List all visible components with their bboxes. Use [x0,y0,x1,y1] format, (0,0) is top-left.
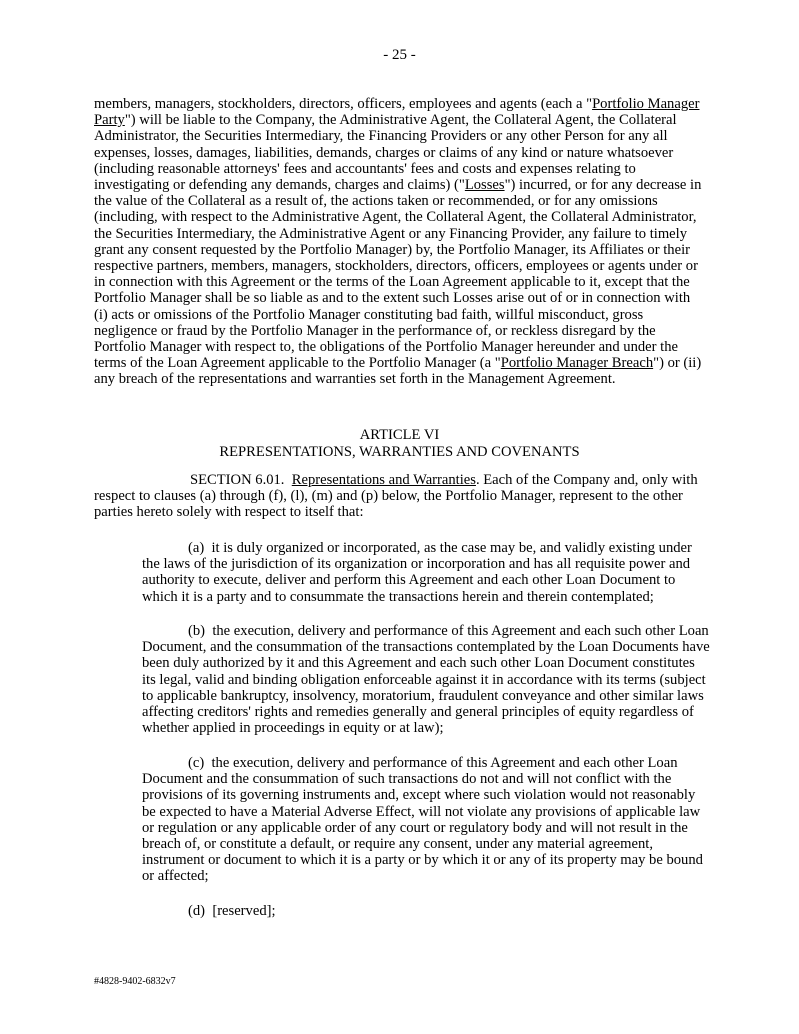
defined-term-portfolio-manager-party: Portfolio Manager Party [94,96,700,129]
para1-text-2: ") will be liable to the Company, the Administrative Agent, the Collateral Agent, the Collateral Administrator, the Securities Intermediary, the Financing Providers or any other Person for any all expenses, losses, damages, liabilities, demands, charges or claims of any kind or nature whatsoever (including reasonable attorneys' fees and accountants' fees and costs and expenses relating to investigating or defending any demands, charges and claims) (" [94,112,677,194]
document-id-footer: #4828-9402-6832v7 [94,976,176,987]
clause-c [142,755,710,885]
clause-c-text: the execution, delivery and performance of this Agreement and each other Loan Document and the consummation of such transactions do not and will not conflict with the provisions of its governing instruments and, except where such violation would not reasonably be expected to have a Material Adverse Effect, will not violate any provisions of applicable law or regulation or any applicable order of any court or regulatory body and will not result in the breach of, or constitute a default, or require any consent, under any material agreement, instrument or document to which it is a party or by which it or any of its property may be bound or affected; [142,755,703,885]
clause-b-label: (b) [188,623,206,639]
clause-d [188,903,276,919]
section-heading: Representations and Warranties [291,472,476,488]
article-subtitle: REPRESENTATIONS, WARRANTIES AND COVENANTS [219,444,580,460]
clause-d-text: [reserved]; [212,903,276,919]
clause-b [142,623,710,736]
defined-term-losses: Losses [464,177,505,194]
defined-term-portfolio-manager-breach: Portfolio Manager Breach [500,355,654,372]
paragraph-indemnification [94,96,706,388]
clause-a-text: it is duly organized or incorporated, as the case may be, and validly existing under the laws of the jurisdiction of its organization or incorporation and has all requisite power and authority to execute, deliver and perform this Agreement and each other Loan Document to which it is a party and to consummate the transactions herein and therein contemplated; [142,540,692,605]
section-number: SECTION 6.01. [190,472,285,488]
clause-d-label: (d) [188,903,206,919]
para1-text-4: ") or (ii) any breach of the representations and warranties set forth in the Management Agreement. [94,355,702,388]
clause-a [142,540,710,605]
section-6-01 [94,472,706,521]
clause-c-label: (c) [188,755,205,771]
para1-text-1: members, managers, stockholders, directors, officers, employees and agents (each a " [94,96,593,112]
para1-text-3: ") incurred, or for any decrease in the value of the Collateral as a result of, the actions taken or recommended, or for any omissions (including, with respect to the Administrative Agent, the Collateral Agent, the Collateral Administrator, the Securities Intermediary, the Administrative Agent or any Financing Provider, any failure to timely grant any consent requested by the Portfolio Manager) by, the Portfolio Manager, its Affiliates or their respective partners, members, managers, stockholders, directors, officers, employees or agents under or in connection with this Agreement or the terms of the Loan Agreement applicable to it, except that the Portfolio Manager shall be so liable as and to the extent such Losses arise out of or in connection with (i) acts or omissions of the Portfolio Manager constituting bad faith, willful misconduct, gross negligence or fraud by the Portfolio Manager in the performance of, or reckless disregard by the Portfolio Manager with respect to, the obligations of the Portfolio Manager hereunder and under the terms of the Loan Agreement applicable to the Portfolio Manager (a " [94,177,702,372]
clause-b-text: the execution, delivery and performance of this Agreement and each such other Loan Document, and the consummation of the transactions contemplated by the Loan Documents have been duly authorized by it and this Agreement and each such other Loan Document constitutes its legal, valid and binding obligation enforceable against it in accordance with its terms (subject to applicable bankruptcy, insolvency, moratorium, fraudulent conveyance and other similar laws affecting creditors' rights and remedies generally and general principles of equity regardless of whether applied in proceedings in equity or at law); [142,623,710,737]
section-text: . Each of the Company and, only with respect to clauses (a) through (f), (l), (m) and (p) below, the Portfolio Manager, represent to the other parties hereto solely with respect to itself that: [94,472,698,521]
page-number: - 25 - [383,47,416,63]
clause-a-label: (a) [188,540,205,556]
article-title: ARTICLE VI [359,427,440,443]
